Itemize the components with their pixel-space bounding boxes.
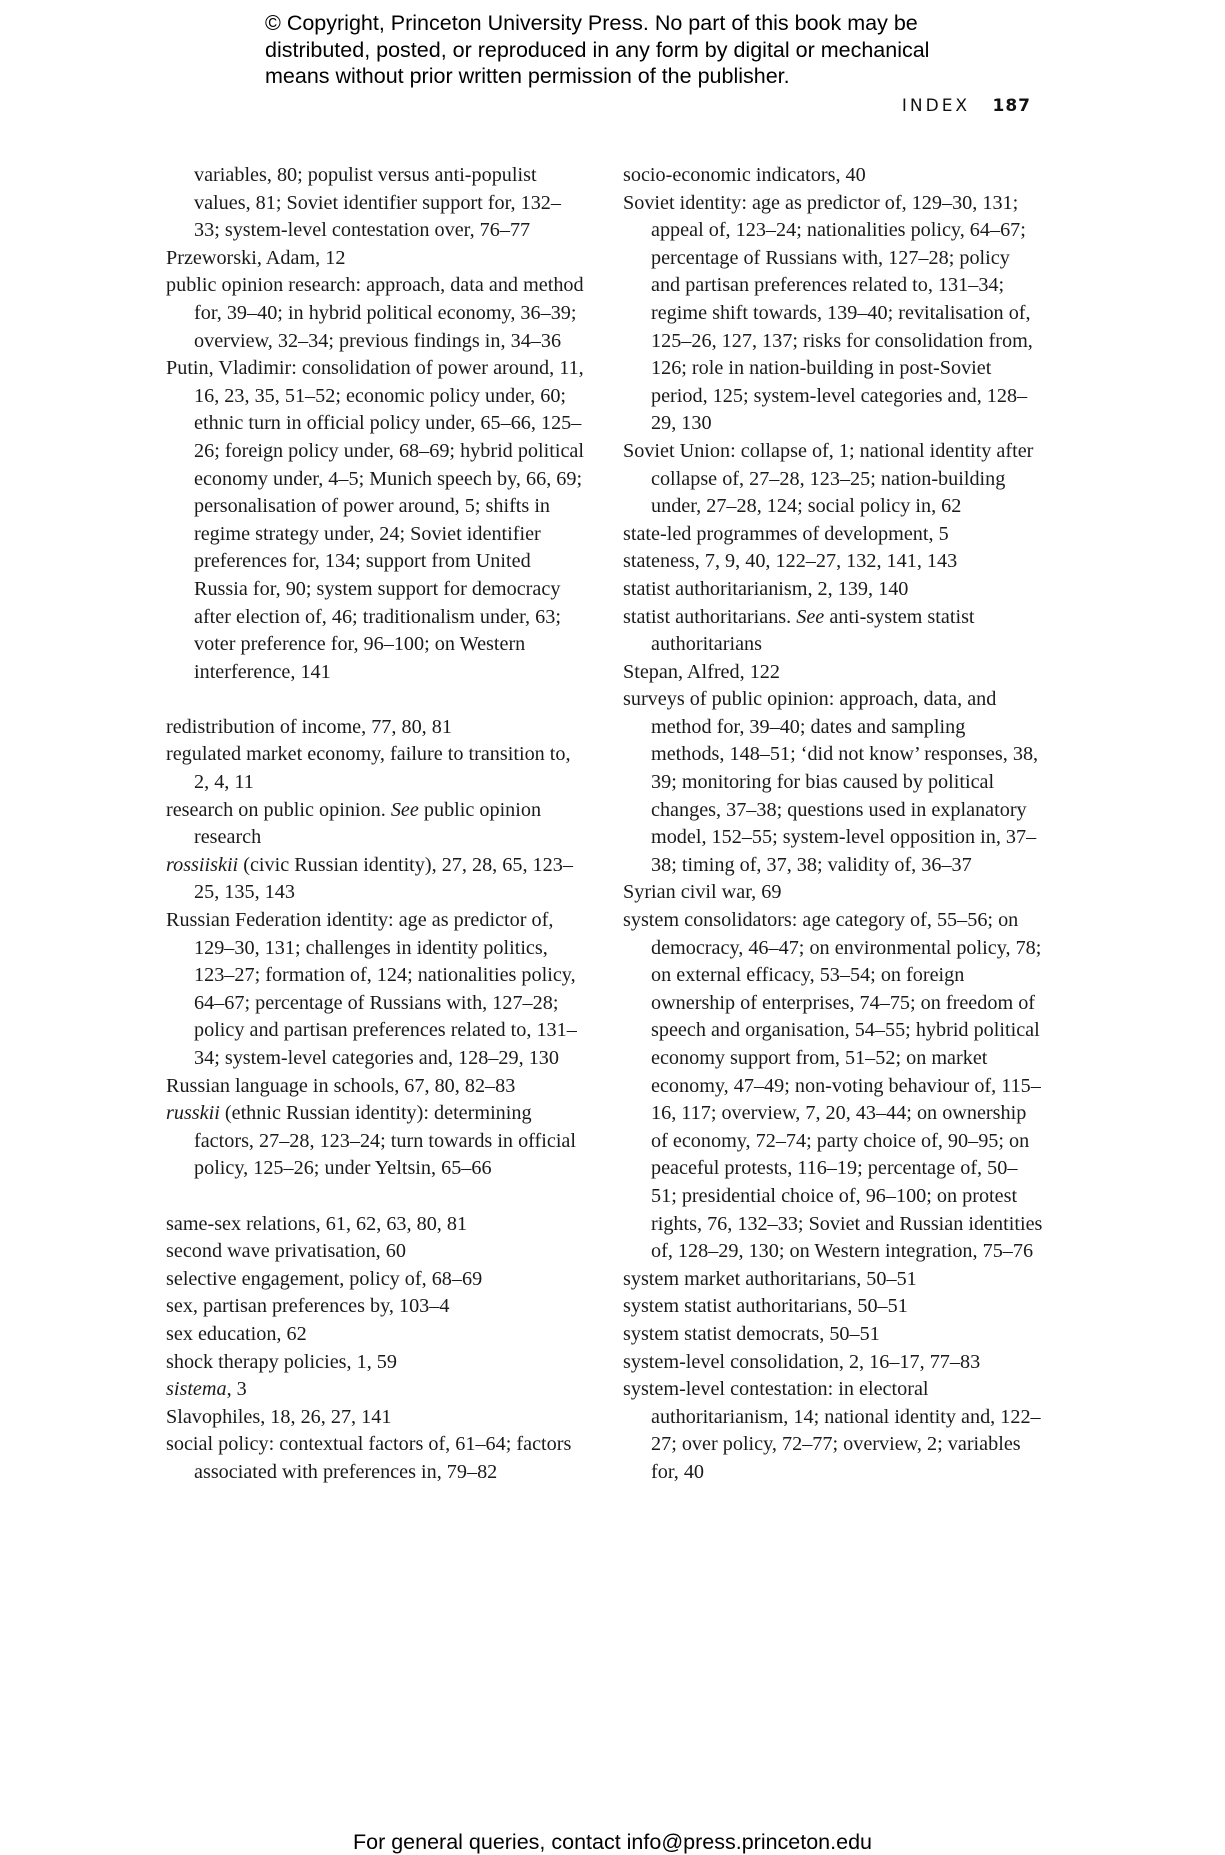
index-entry: second wave privatisation, 60 bbox=[166, 1240, 406, 1263]
index-entry bbox=[166, 797, 586, 852]
index-entry: system statist democrats, 50–51 bbox=[623, 1322, 880, 1345]
index-entry: Soviet Union: collapse of, 1; national identity after collapse of, 27–28, 123–25; nation-building under, 27–28, 124; social policy in, 62 bbox=[623, 439, 1034, 518]
index-entry-italic: russkii bbox=[166, 1102, 220, 1125]
index-entry: sex education, 62 bbox=[166, 1322, 307, 1345]
running-head bbox=[902, 96, 1031, 116]
index-entry: system-level consolidation, 2, 16–17, 77–83 bbox=[623, 1350, 981, 1373]
index-entry-italic: sistema bbox=[166, 1378, 227, 1401]
index-entry: Przeworski, Adam, 12 bbox=[166, 246, 346, 269]
index-entry bbox=[166, 1376, 586, 1404]
index-entry: regulated market economy, failure to transition to, 2, 4, 11 bbox=[166, 743, 571, 794]
index-entry: socio-economic indicators, 40 bbox=[623, 164, 866, 186]
index-entry: Stepan, Alfred, 122 bbox=[623, 660, 780, 683]
index-entry: system market authoritarians, 50–51 bbox=[623, 1267, 917, 1290]
page-number: 187 bbox=[992, 96, 1031, 116]
index-entry-italic: See bbox=[796, 605, 825, 628]
index-entry: sex, partisan preferences by, 103–4 bbox=[166, 1295, 450, 1318]
copyright-line: distributed, posted, or reproduced in any form by digital or mechanical bbox=[265, 37, 930, 62]
index-entry bbox=[166, 852, 586, 907]
index-column-right bbox=[623, 162, 1043, 1487]
index-entry-text: (ethnic Russian identity): determining factors, 27–28, 123–24; turn towards in official policy, 125–26; under Yeltsin, 65–66 bbox=[194, 1102, 576, 1180]
index-entry: Slavophiles, 18, 26, 27, 141 bbox=[166, 1405, 392, 1428]
index-entry: Syrian civil war, 69 bbox=[623, 881, 782, 904]
index-entry: variables, 80; populist versus anti-populist values, 81; Soviet identifier support for, 132–33; system-level contestation over, 76–77 bbox=[194, 164, 561, 242]
index-entry-text: anti-system statist authoritarians bbox=[651, 605, 975, 656]
footer-contact: For general queries, contact info@press.princeton.edu bbox=[352, 1830, 872, 1854]
index-entry-text: statist authoritarians. bbox=[623, 605, 797, 628]
index-entry-italic: See bbox=[390, 798, 419, 821]
index-entry: stateness, 7, 9, 40, 122–27, 132, 141, 143 bbox=[623, 550, 958, 573]
copyright-line: means without prior written permission of the publisher. bbox=[265, 64, 790, 88]
index-entry bbox=[166, 1100, 586, 1183]
index-entry: statist authoritarianism, 2, 139, 140 bbox=[623, 577, 909, 600]
index-entry: public opinion research: approach, data and method for, 39–40; in hybrid political economy, 36–39; overview, 32–34; previous findings in, 34–36 bbox=[166, 274, 584, 352]
copyright-line: © Copyright, Princeton University Press. No part of this book may be bbox=[265, 11, 918, 35]
index-entry bbox=[623, 604, 1043, 659]
index-column-left bbox=[166, 162, 586, 1487]
copyright-notice bbox=[265, 10, 1025, 90]
index-entry-text: public opinion research bbox=[194, 798, 542, 849]
index-entry: system-level contestation: in electoral authoritarianism, 14; national identity and, 122–27; over policy, 72–77; overview, 2; variables for, 40 bbox=[623, 1378, 1041, 1483]
index-entry-text: research on public opinion. bbox=[166, 798, 391, 821]
running-head-label: INDEX bbox=[901, 96, 971, 116]
index-entry: state-led programmes of development, 5 bbox=[623, 522, 949, 545]
index-entry: Russian Federation identity: age as predictor of, 129–30, 131; challenges in identity politics, 123–27; formation of, 124; nationalities policy, 64–67; percentage of Russians with, 127–28; policy and partisan preferences related to, 131–34; system-level categories and, 128–29, 130 bbox=[166, 909, 577, 1069]
index-entry: Putin, Vladimir: consolidation of power around, 11, 16, 23, 35, 51–52; economic policy under, 60; ethnic turn in official policy under, 65–66, 125–26; foreign policy under, 68–69; hybrid political economy under, 4–5; Munich speech by, 66, 69; personalisation of power around, 5; shifts in regime strategy under, 24; Soviet identifier preferences for, 134; support from United Russia for, 90; system support for democracy after election of, 46; traditionalism under, 63; voter preference for, 96–100; on Western interference, 141 bbox=[166, 357, 584, 683]
index-entry: Russian language in schools, 67, 80, 82–83 bbox=[166, 1074, 516, 1097]
index-entry-italic: rossiiskii bbox=[166, 853, 239, 876]
index-entry: system consolidators: age category of, 55–56; on democracy, 46–47; on environmental policy, 78; on external efficacy, 53–54; on foreign ownership of enterprises, 74–75; on freedom of speech and organisation, 54–55; hybrid political economy support from, 51–52; on market economy, 47–49; non-voting behaviour of, 115–16, 117; overview, 7, 20, 43–44; on ownership of economy, 72–74; party choice of, 90–95; on peaceful protests, 116–19; percentage of, 50–51; presidential choice of, 96–100; on protest rights, 76, 132–33; Soviet and Russian identities of, 128–29, 130; on Western integration, 75–76 bbox=[623, 909, 1043, 1263]
index-entry: shock therapy policies, 1, 59 bbox=[166, 1350, 397, 1373]
index-entry: system statist authoritarians, 50–51 bbox=[623, 1295, 908, 1318]
index-entry: Soviet identity: age as predictor of, 129–30, 131; appeal of, 123–24; nationalities policy, 64–67; percentage of Russians with, 127–28; policy and partisan preferences related to, 131–34; regime shift towards, 139–40; revitalisation of, 125–26, 127, 137; risks for consolidation from, 126; role in nation-building in post-Soviet period, 125; system-level categories and, 128–29, 130 bbox=[623, 191, 1033, 435]
index-entry-text: , 3 bbox=[226, 1378, 247, 1401]
index-entry: social policy: contextual factors of, 61–64; factors associated with preferences in, 79–82 bbox=[166, 1433, 572, 1483]
index-entry: same-sex relations, 61, 62, 63, 80, 81 bbox=[166, 1212, 468, 1235]
index-entry-text: (civic Russian identity), 27, 28, 65, 123–25, 135, 143 bbox=[194, 853, 573, 904]
index-entry: selective engagement, policy of, 68–69 bbox=[166, 1267, 483, 1290]
index-entry: redistribution of income, 77, 80, 81 bbox=[166, 715, 452, 738]
index-entry: surveys of public opinion: approach, data, and method for, 39–40; dates and sampling methods, 148–51; ‘did not know’ responses, 38, 39; monitoring for bias caused by political changes, 37–38; questions used in explanatory model, 152–55; system-level opposition in, 37–38; timing of, 37, 38; validity of, 36–37 bbox=[623, 688, 1039, 876]
